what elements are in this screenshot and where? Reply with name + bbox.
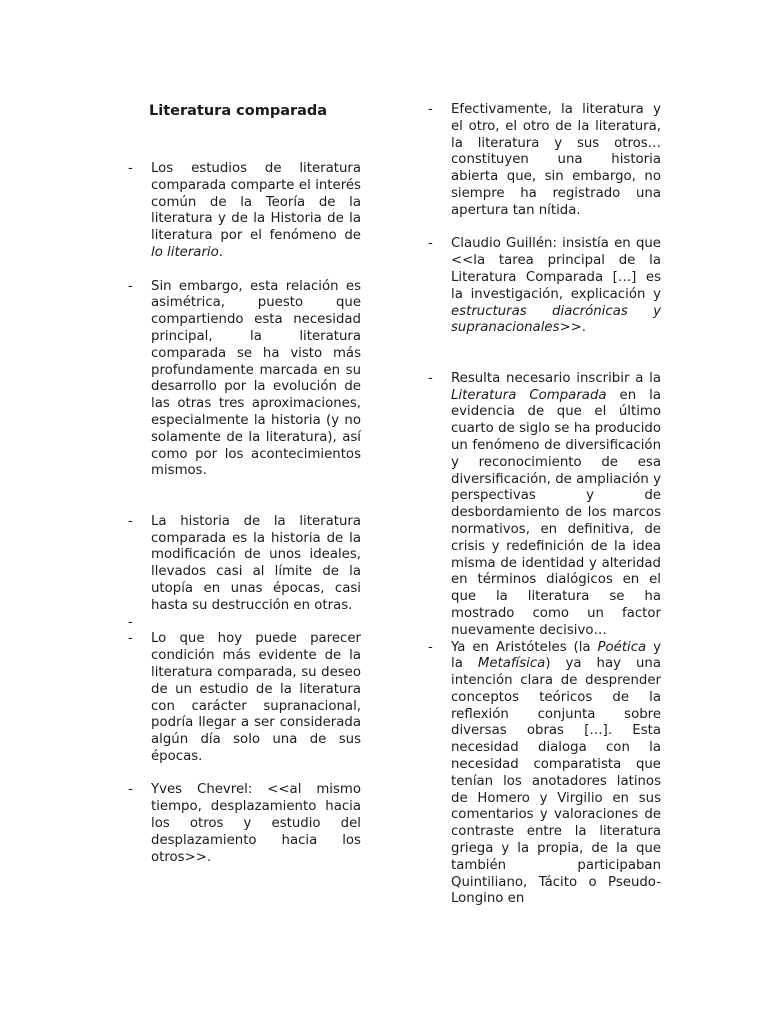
page-title: Literatura comparada (149, 103, 328, 119)
right-column (428, 102, 661, 908)
list-item (428, 371, 661, 640)
bullet-dash: - (128, 513, 133, 529)
list-item-text (151, 782, 361, 866)
italic-text: estructuras diacrónicas y supranacionales (451, 303, 661, 336)
text-segment: en la evidencia de que el último cuarto de siglo se ha producido un fenómeno de diversificación y reconocimiento de esa diversificación, de ampliación y perspectivas y de desbordamiento de los marcos normativos, en definitiva, de crisis y redefinición de la idea misma de identidad y alteridad en términos dialógicos en el que la literatura se ha mostrado como un factor nuevamente decisivo… (451, 387, 662, 638)
text-segment: Resulta necesario inscribir a la (451, 370, 661, 386)
text-segment: . (218, 244, 223, 260)
bullet-dash: - (128, 631, 133, 647)
text-segment: ) ya hay una intención clara de desprender conceptos teóricos de la reflexión conjunta sobre diversas obras […]. Esta necesidad dialoga con la necesidad comparatista que tenían los anotadores latinos de Homero y Virgilio en sus comentarios y valoraciones de contraste entre la literatura griega y la propia, de la que también participaban Quintiliano, Tácito o Pseudo-Longino en (451, 656, 661, 907)
list-item-text (451, 371, 661, 640)
italic-text: lo literario (151, 244, 219, 260)
list-item-text (451, 102, 661, 220)
list-item (128, 161, 361, 262)
list-item (128, 279, 361, 481)
list-item (428, 236, 661, 337)
list-item-text (451, 236, 661, 337)
text-segment: >>. (559, 320, 587, 336)
text-segment: La historia de la literatura comparada es la historia de la modificación de unos ideales, llevados casi al límite de la utopía en unas épocas, casi hasta su destrucción en otras. (151, 513, 361, 613)
list-item (428, 640, 661, 909)
bullet-dash: - (428, 102, 433, 117)
list-item-text (151, 514, 361, 615)
list-item (128, 615, 361, 632)
list-item-text (151, 615, 361, 632)
text-segment: Lo que hoy puede parecer condición más evidente de la literatura comparada, su deseo de un estudio de la literatura con carácter supranacional, podría llegar a ser considerada algún día solo una de sus épocas. (151, 631, 361, 764)
text-segment: y la (451, 639, 661, 672)
italic-text: Literatura Comparada (451, 387, 607, 403)
bullet-dash: - (428, 236, 433, 252)
bullet-dash: - (428, 370, 433, 386)
text-segment: Los estudios de literatura comparada comparte el interés común de la Teoría de la literatura y de la Historia de la literatura por el fenómeno de (151, 161, 361, 244)
list-item-text (151, 631, 361, 765)
list-item (128, 514, 361, 615)
text-segment: Claudio Guillén: insistía en que <<la tarea principal de la Literatura Comparada […] es la investigación, explicación y (451, 236, 661, 302)
text-segment: Sin embargo, esta relación es asimétrica, puesto que compartiendo esta necesidad principal, la literatura comparada se ha visto más profundamente marcada en su desarrollo por la evolución de las otras tres aproximaciones, especialmente la historia (y no solamente de la literatura), así como por los acontecimientos mismos. (151, 278, 361, 479)
bullet-dash: - (128, 782, 133, 798)
list-item-text (151, 161, 361, 262)
text-segment: Yves Chevrel: <<al mismo tiempo, desplazamiento hacia los otros y estudio del desplazamiento hacia los otros>>. (151, 782, 361, 865)
left-column (128, 161, 361, 866)
list-item-text (151, 279, 361, 481)
bullet-dash: - (128, 278, 133, 294)
text-segment: Ya en Aristóteles (la (451, 639, 598, 655)
list-item (428, 102, 661, 220)
list-item-text (451, 640, 661, 909)
list-item (128, 631, 361, 765)
italic-text: Metafísica (477, 656, 546, 672)
text-segment: Efectivamente, la literatura y el otro, el otro de la literatura, la literatura y sus otros… constituyen una historia abierta que, sin embargo, no siempre ha registrado una apertura tan nítida. (451, 102, 661, 218)
italic-text: Poética (597, 639, 647, 655)
bullet-dash: - (128, 161, 133, 176)
list-item (128, 782, 361, 866)
bullet-dash: - (428, 639, 433, 655)
bullet-dash: - (128, 614, 133, 630)
